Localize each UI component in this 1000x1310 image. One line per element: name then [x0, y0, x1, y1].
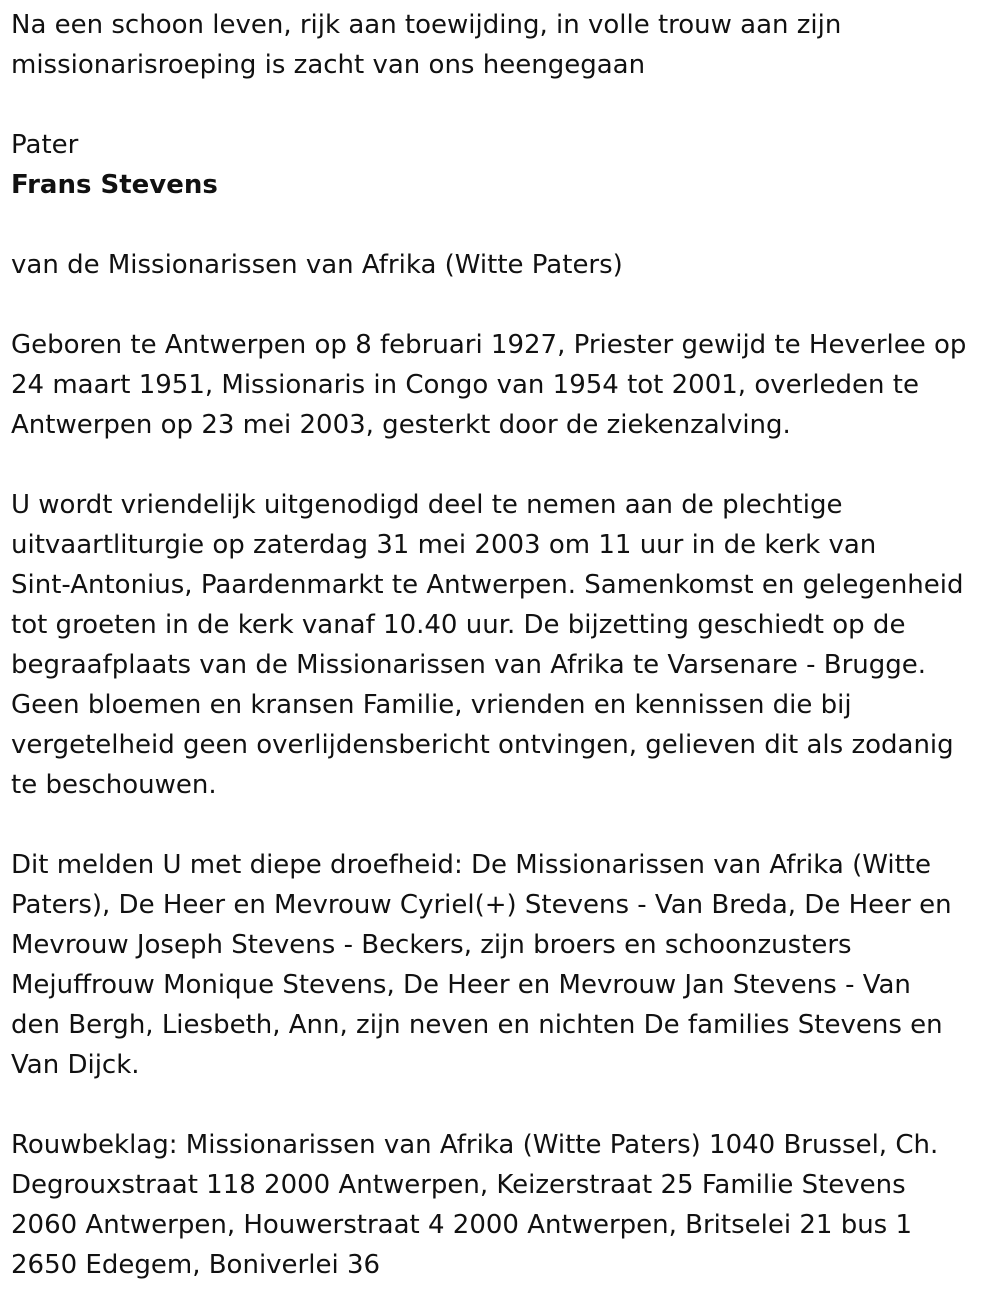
intro-paragraph [11, 5, 991, 85]
announcement-paragraph [11, 845, 991, 1085]
condolence-line: 2060 Antwerpen, Houwerstraat 4 2000 Antwerpen, Britselei 21 bus 1 [11, 1210, 913, 1240]
condolence-line: 2650 Edegem, Boniverlei 36 [11, 1250, 381, 1280]
congregation: van de Missionarissen van Afrika (Witte Paters) [11, 250, 623, 280]
invitation-line: Geen bloemen en kransen Familie, vrienden en kennissen die bij [11, 690, 852, 720]
invitation-line: vergetelheid geen overlijdensbericht ontvingen, gelieven dit als zodanig [11, 730, 954, 760]
intro-line: missionarisroeping is zacht van ons heengegaan [11, 50, 646, 80]
invitation-line: tot groeten in de kerk vanaf 10.40 uur. De bijzetting geschiedt op de [11, 610, 906, 640]
invitation-line: uitvaartliturgie op zaterdag 31 mei 2003 om 11 uur in de kerk van [11, 530, 877, 560]
condolence-line: Degrouxstraat 118 2000 Antwerpen, Keizerstraat 25 Familie Stevens [11, 1170, 906, 1200]
title-line: Pater [11, 130, 79, 160]
intro-line: Na een schoon leven, rijk aan toewijding, in volle trouw aan zijn [11, 10, 842, 40]
invitation-line: U wordt vriendelijk uitgenodigd deel te nemen aan de plechtige [11, 490, 843, 520]
announcement-line: Van Dijck. [11, 1050, 140, 1080]
announcement-line: Mevrouw Joseph Stevens - Beckers, zijn broers en schoonzusters [11, 930, 852, 960]
invitation-line: te beschouwen. [11, 770, 217, 800]
announcement-line: den Bergh, Liesbeth, Ann, zijn neven en nichten De families Stevens en [11, 1010, 943, 1040]
announcement-line: Dit melden U met diepe droefheid: De Missionarissen van Afrika (Witte [11, 850, 931, 880]
death-notice [11, 5, 991, 1285]
biography-paragraph [11, 325, 991, 445]
condolence-line: Rouwbeklag: Missionarissen van Afrika (Witte Paters) 1040 Brussel, Ch. [11, 1130, 939, 1160]
biography-line: Geboren te Antwerpen op 8 februari 1927, Priester gewijd te Heverlee op [11, 330, 967, 360]
invitation-line: Sint-Antonius, Paardenmarkt te Antwerpen. Samenkomst en gelegenheid [11, 570, 964, 600]
invitation-line: begraafplaats van de Missionarissen van Afrika te Varsenare - Brugge. [11, 650, 927, 680]
condolence-paragraph [11, 1125, 991, 1285]
announcement-line: Paters), De Heer en Mevrouw Cyriel(+) Stevens - Van Breda, De Heer en [11, 890, 952, 920]
deceased-name: Frans Stevens [11, 170, 218, 200]
announcement-line: Mejuffrouw Monique Stevens, De Heer en Mevrouw Jan Stevens - Van [11, 970, 911, 1000]
biography-line: 24 maart 1951, Missionaris in Congo van 1954 tot 2001, overleden te [11, 370, 919, 400]
biography-line: Antwerpen op 23 mei 2003, gesterkt door de ziekenzalving. [11, 410, 791, 440]
invitation-paragraph [11, 485, 991, 805]
